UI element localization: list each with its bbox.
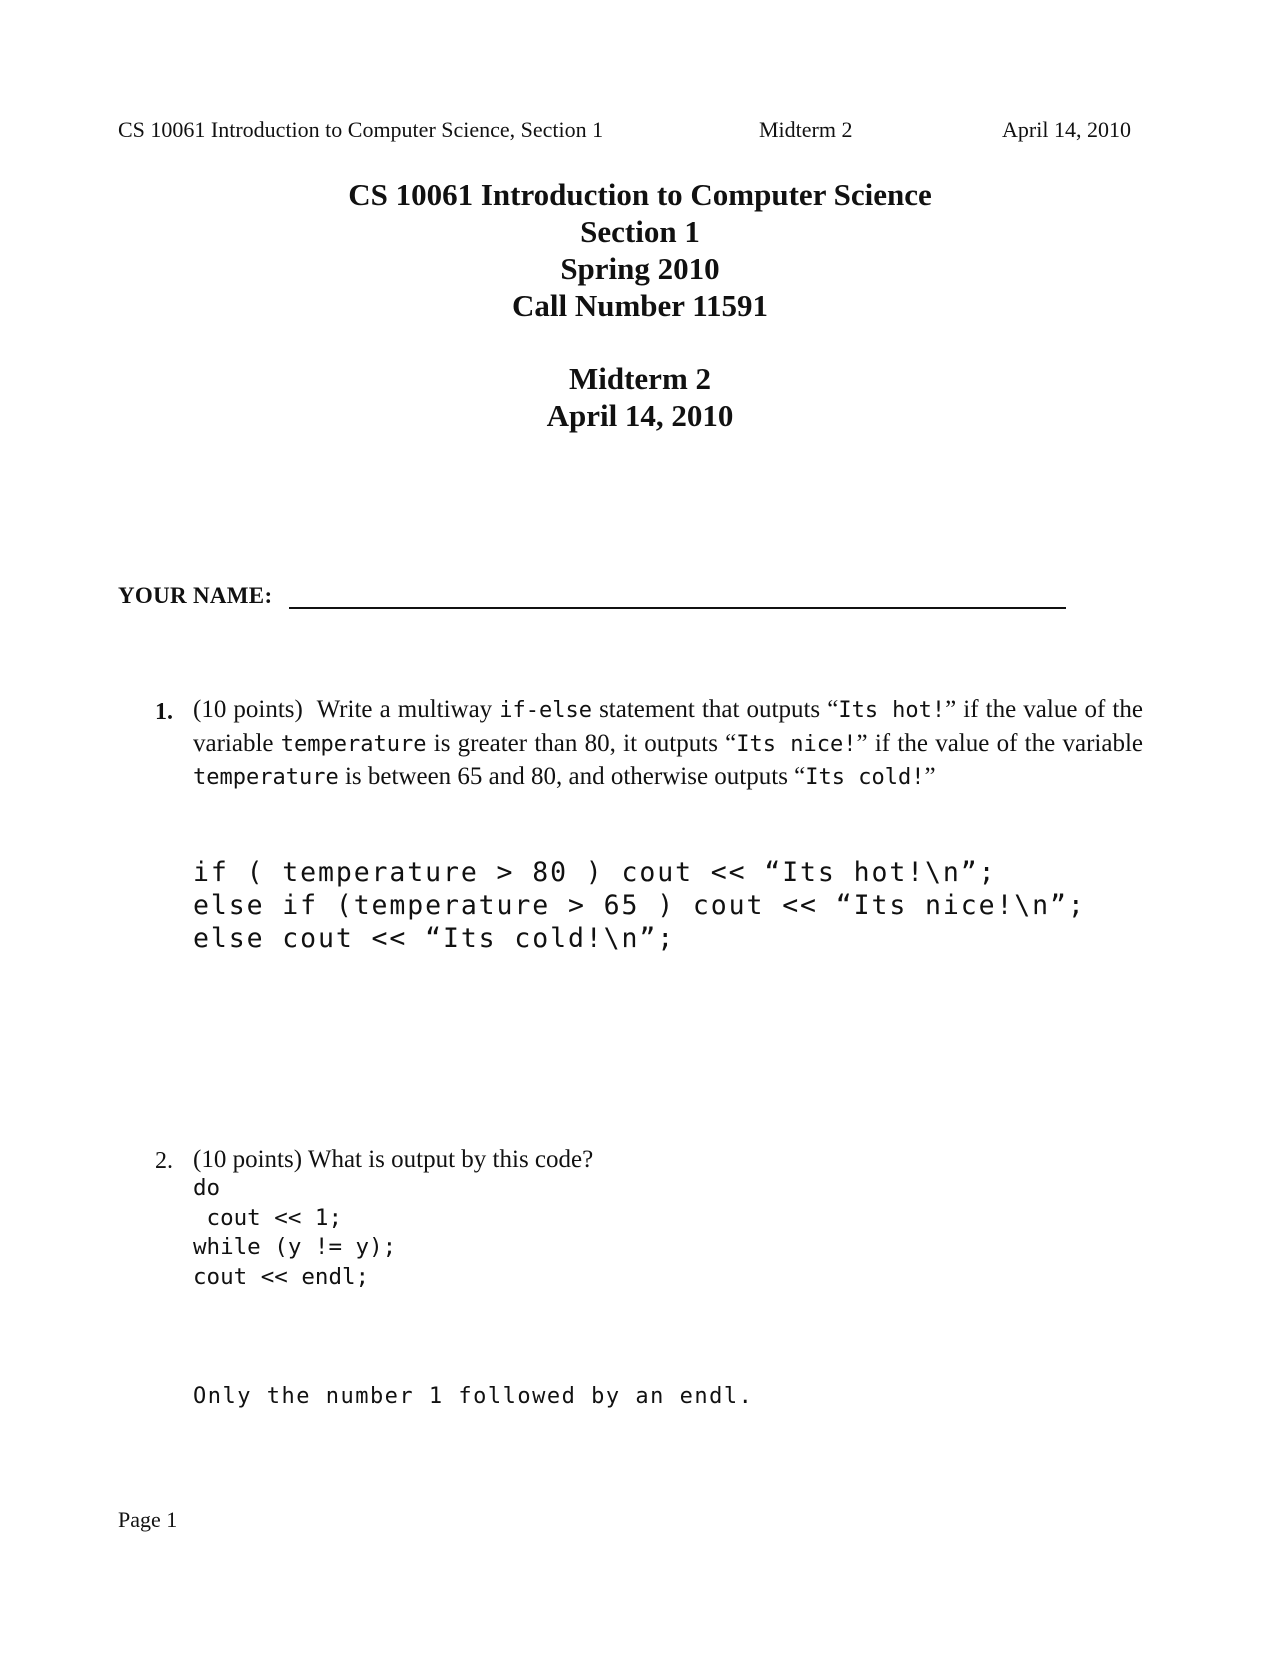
header-exam: Midterm 2 <box>759 117 853 142</box>
code-line: cout << endl; <box>193 1263 370 1290</box>
inline-code: Its cold! <box>805 765 925 790</box>
inline-code: temperature <box>193 765 339 790</box>
exam-title-block <box>0 360 1280 434</box>
prompt-text: ” if the value of the variable <box>856 729 1143 757</box>
title-term: Spring 2010 <box>560 251 720 286</box>
exam-date: April 14, 2010 <box>546 398 734 433</box>
question-2-code <box>193 1174 396 1292</box>
code-line: cout << 1; <box>193 1204 343 1231</box>
prompt-text: Write a multiway <box>316 696 500 723</box>
page-number: Page 1 <box>118 1507 178 1532</box>
question-1-text <box>193 694 1143 795</box>
inline-code: if-else <box>499 698 592 723</box>
title-course: CS 10061 Introduction to Computer Science <box>348 177 932 212</box>
inline-code: Its nice! <box>736 731 857 757</box>
question-1-number: 1. <box>155 699 173 725</box>
prompt-text: ” <box>924 763 936 790</box>
prompt-text: is greater than 80, it outputs “ <box>426 729 737 757</box>
prompt-text: statement that outputs “ <box>591 696 839 723</box>
question-2-points: (10 points) <box>193 1146 303 1173</box>
answer-code-line: if ( temperature > 80 ) cout << “Its hot!\n”; <box>193 857 997 888</box>
inline-code: temperature <box>280 731 427 757</box>
question-2-answer: Only the number 1 followed by an endl. <box>193 1384 754 1409</box>
answer-code-line: else if (temperature > 65 ) cout << “Its nice!\n”; <box>193 890 1086 921</box>
header-date: April 14, 2010 <box>1002 117 1131 142</box>
name-label: YOUR NAME: <box>118 583 273 608</box>
question-1-answer-code <box>193 856 1086 955</box>
header-course: CS 10061 Introduction to Computer Science, Section 1 <box>118 117 604 142</box>
exam-name: Midterm 2 <box>568 361 712 396</box>
prompt-text: is between 65 and 80, and otherwise outputs “ <box>338 763 806 790</box>
prompt-text: ” if the value of the variable <box>193 696 1143 757</box>
name-input-line[interactable] <box>289 607 1066 609</box>
answer-code-line: else cout << “Its cold!\n”; <box>193 923 676 954</box>
title-call-number: Call Number 11591 <box>511 288 769 323</box>
title-section: Section 1 <box>580 214 700 249</box>
question-2-prompt: What is output by this code? <box>307 1146 594 1173</box>
question-2-number: 2. <box>155 1148 173 1174</box>
title-block <box>0 176 1280 324</box>
code-line: while (y != y); <box>193 1234 397 1260</box>
question-2-text <box>193 1144 1143 1177</box>
question-1-prompt <box>193 696 1143 790</box>
code-line: do <box>193 1175 221 1201</box>
question-1-points: (10 points) <box>193 696 303 723</box>
inline-code: Its hot! <box>838 698 946 723</box>
